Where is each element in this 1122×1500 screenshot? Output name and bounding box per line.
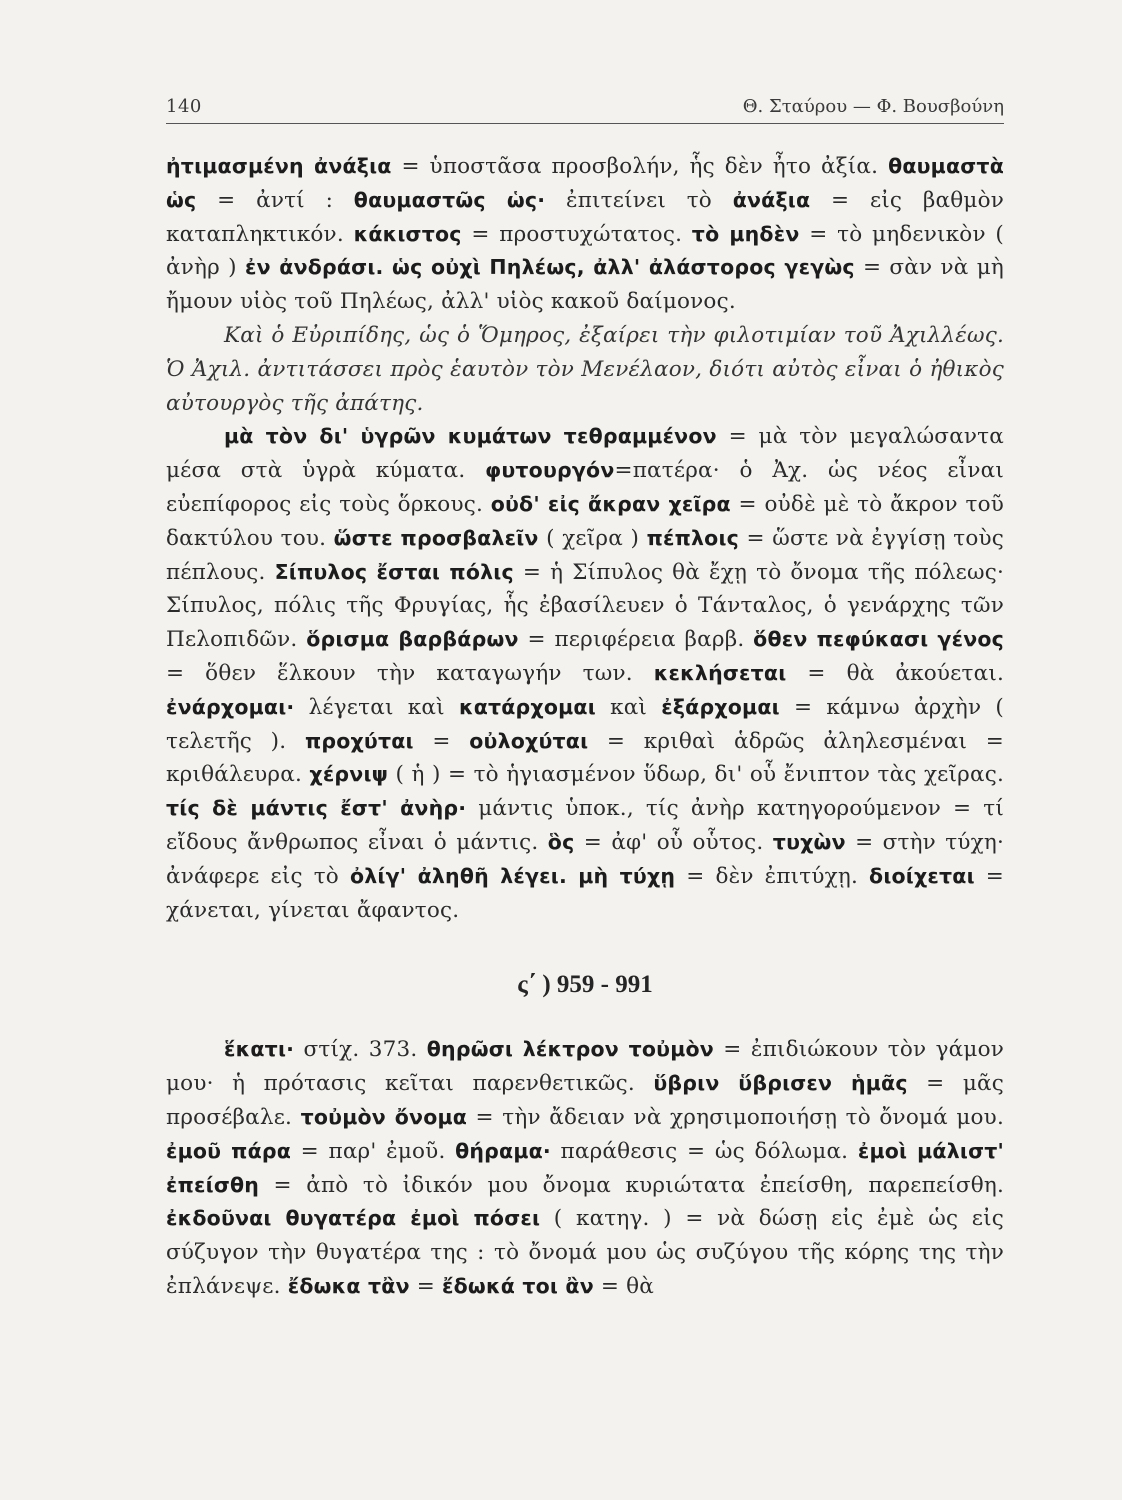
gloss-text: = xyxy=(413,728,470,754)
lemma-term: διοίχεται xyxy=(869,863,975,888)
lemma-term: τοὐμὸν ὄνομα xyxy=(300,1104,468,1129)
gloss-text: = ὅθεν ἕλκουν τὴν καταγωγήν των. xyxy=(166,660,654,686)
gloss-text: ( ἡ ) = τὸ ἡγιασμένον ὕδωρ, δι' οὗ ἔνιπτον τὰς χεῖρας. xyxy=(388,762,1004,788)
commentary-paragraph-2: Καὶ ὁ Εὐριπίδης, ὡς ὁ Ὅμηρος, ἐξαίρει τὴν φιλοτιμίαν τοῦ Ἀχιλλέως. Ὁ Ἀχιλ. ἀντιτάσσει πρὸς ἑαυτὸν τὸν Μενέλαον, διότι αὐτὸς εἶναι ὁ ἠθικὸς αὐτουργὸς τῆς ἀπάτης. xyxy=(166,322,1004,416)
gloss-text: = ὑποστᾶσα προσβολήν, ἧς δὲν ἦτο ἀξία. xyxy=(391,154,889,179)
gloss-text: = περιφέρεια βαρβ. xyxy=(518,627,754,653)
running-title: Θ. Σταύρου — Φ. Βουσβούνη xyxy=(742,96,1004,117)
gloss-text: μάντις ὑποκ., τίς ἀνὴρ κατηγορούμενον = τί εἴδους ἄνθρωπος εἶναι ὁ μάντις. xyxy=(166,796,1004,855)
lemma-term: οὐλοχύται xyxy=(469,728,589,753)
lemma-term: μὰ τὸν δι' ὑγρῶν κυμάτων τεθραμμένον xyxy=(224,424,717,449)
gloss-text: = δὲν ἐπιτύχῃ. xyxy=(675,863,870,889)
gloss-text: = μᾶς προσέβαλε. xyxy=(166,1071,1005,1130)
lemma-term: ὅθεν πεφύκασι γένος xyxy=(753,627,1004,652)
lemma-term: ἠτιμασμένη ἀνάξια xyxy=(166,154,392,178)
gloss-text: = σὰν νὰ μὴ ἤμουν υἱὸς τοῦ Πηλέως, ἀλλ' υἱὸς κακοῦ δαίμονος. xyxy=(166,255,1004,315)
gloss-text: = τὴν ἄδειαν νὰ χρησιμοποιήσῃ τὸ ὄνομά μου. xyxy=(467,1104,1004,1130)
gloss-text: = οὐδὲ μὲ τὸ ἄκρον τοῦ δακτύλου του. xyxy=(166,491,1004,551)
lemma-term: ἐνάρχομαι· xyxy=(166,694,295,719)
gloss-text: = προστυχώτατος. xyxy=(461,221,692,247)
gloss-text: = κριθαὶ ἁδρῶς ἀληλεσμέναι = κριθάλευρα. xyxy=(166,728,1004,788)
lemma-term: ὥστε προσβαλεῖν xyxy=(333,525,539,550)
lemma-term: θαυμαστῶς ὡς· xyxy=(353,187,546,212)
gloss-text: = ἀντί : xyxy=(196,187,354,213)
gloss-text: = θὰ ἀκούεται. xyxy=(786,660,1004,686)
commentary-paragraph-4 xyxy=(166,1033,1004,1303)
gloss-text: στίχ. 373. xyxy=(294,1037,427,1063)
lemma-term: τυχὼν xyxy=(772,829,846,854)
lemma-term: τίς δὲ μάντις ἔστ' ἀνὴρ· xyxy=(166,796,467,821)
gloss-text: = ἐπιδιώκουν τὸν γάμον μου· ἡ πρότασις κεῖται παρενθετικῶς. xyxy=(166,1037,1004,1097)
lemma-term: ἐμοὶ μάλιστ' ἐπείσθη xyxy=(166,1138,1004,1197)
gloss-text: = κάμνω ἀρχὴν ( τελετῆς ). xyxy=(166,694,1005,754)
commentary-paragraph-1 xyxy=(166,150,1004,319)
gloss-text: = ἀπὸ τὸ ἰδικόν μου ὄνομα κυριώτατα ἐπείσθη, παρεπείσθη. xyxy=(259,1172,1004,1198)
lemma-term: κάκιστος xyxy=(353,221,462,246)
section-heading: ς΄ ) 959 - 991 xyxy=(517,971,653,999)
gloss-text: καὶ xyxy=(595,694,662,720)
gloss-text: = ὥστε νὰ ἐγγίσῃ τοὺς πέπλους. xyxy=(166,525,1004,585)
lemma-term: ἔδωκά τοι ἂν xyxy=(442,1273,594,1298)
commentary-paragraph-3 xyxy=(166,420,1004,927)
running-header xyxy=(166,96,1004,124)
lemma-term: ἐμοῦ πάρα xyxy=(166,1138,292,1163)
gloss-text: λέγεται καὶ xyxy=(294,694,459,720)
lemma-term: πέπλοις xyxy=(646,525,740,550)
lemma-term: κεκλήσεται xyxy=(653,660,787,685)
lemma-term: προχύται xyxy=(304,728,414,753)
gloss-text: ( κατηγ. ) = νὰ δώσῃ εἰς ἐμὲ ὡς εἰς σύζυγον τὴν θυγατέρα της : τὸ ὄνομά μου ὡς συζύγου τῆς κόρης της τὴν ἐπλάνεψε. xyxy=(166,1206,1004,1299)
gloss-text: = θὰ xyxy=(593,1273,655,1299)
gloss-text: ἐπιτείνει τὸ xyxy=(545,187,733,213)
lemma-term: ἐν ἀνδράσι. ὡς οὐχὶ Πηλέως, ἀλλ' ἀλάστορος γεγὼς xyxy=(244,255,855,280)
lemma-term: οὐδ' εἰς ἄκραν χεῖρα xyxy=(490,491,731,516)
lemma-term: ὕβριν ὕβρισεν ἡμᾶς xyxy=(653,1071,908,1096)
lemma-term: ἔδωκα τἂν xyxy=(287,1273,410,1298)
lemma-term: φυτουργόν xyxy=(485,458,615,483)
lemma-term: ἕκατι· xyxy=(224,1037,295,1062)
gloss-text: ( χεῖρα ) xyxy=(538,525,647,551)
gloss-text: =πατέρα· ὁ Ἀχ. ὡς νέος εἶναι εὐεπίφορος εἰς τοὺς ὅρκους. xyxy=(166,458,1004,517)
page-number: 140 xyxy=(166,96,202,117)
lemma-term: ἐκδοῦναι θυγατέρα ἐμοὶ πόσει xyxy=(166,1206,541,1231)
lemma-term: ἐξάρχομαι xyxy=(661,694,780,719)
gloss-text: = τὸ μηδενικὸν ( ἀνὴρ ) xyxy=(166,221,1004,281)
gloss-text: = xyxy=(409,1273,443,1299)
gloss-text: = ἀφ' οὗ οὗτος. xyxy=(574,829,773,855)
gloss-text: = στὴν τύχη· ἀνάφερε εἰς τὸ xyxy=(166,829,1005,889)
gloss-text: = εἰς βαθμὸν καταπληκτικόν. xyxy=(166,187,1005,247)
gloss-text: παράθεσις = ὡς δόλωμα. xyxy=(550,1138,858,1164)
lemma-term: θηρῶσι λέκτρον τοὐμὸν xyxy=(426,1037,714,1062)
lemma-term: ὀλίγ' ἀληθῆ λέγει. μὴ τύχῃ xyxy=(349,863,676,888)
lemma-term: κατάρχομαι xyxy=(458,694,596,719)
lemma-term: Σίπυλος ἔσται πόλις xyxy=(274,559,514,584)
gloss-text: = ἡ Σίπυλος θὰ ἔχῃ τὸ ὄνομα τῆς πόλεως· Σίπυλος, πόλις τῆς Φρυγίας, ἧς ἐβασίλευεν ὁ Τάνταλος, ὁ γενάρχης τῶν Πελοπιδῶν. xyxy=(166,559,1005,653)
lemma-term: τὸ μηδὲν xyxy=(691,221,800,246)
gloss-text: = χάνεται, γίνεται ἄφαντος. xyxy=(166,863,1004,923)
lemma-term: ὃς xyxy=(547,829,575,854)
gloss-text: = παρ' ἐμοῦ. xyxy=(291,1138,456,1164)
lemma-term: χέρνιψ xyxy=(309,762,389,787)
lemma-term: ὅρισμα βαρβάρων xyxy=(306,627,519,652)
lemma-term: θαυμαστὰ ὡς xyxy=(166,154,1004,212)
gloss-text: = μὰ τὸν μεγαλώσαντα μέσα στὰ ὑγρὰ κύματα. xyxy=(166,424,1004,484)
lemma-term: ἀνάξια xyxy=(732,187,811,212)
lemma-term: θήραμα· xyxy=(455,1138,551,1163)
